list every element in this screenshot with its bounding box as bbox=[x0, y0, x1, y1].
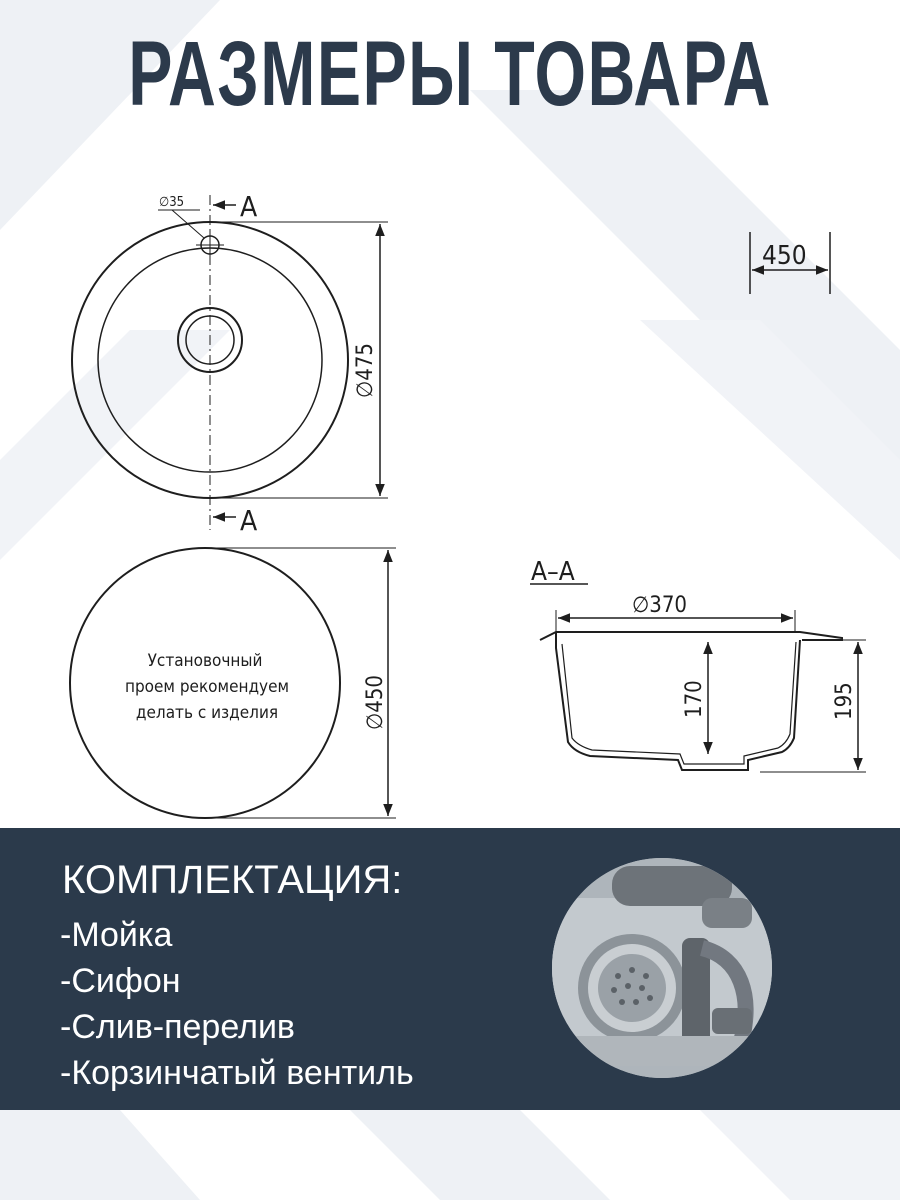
section-marker-top: A bbox=[240, 190, 258, 223]
cutout-diameter-label: ∅450 bbox=[363, 674, 388, 730]
outer-diameter-label: ∅475 bbox=[353, 342, 378, 398]
kit-item: -Корзинчатый вентиль bbox=[60, 1054, 414, 1092]
hole-dim-label: ∅35 bbox=[159, 195, 185, 210]
cutout-note-line-2: проем рекомендуем bbox=[124, 677, 290, 697]
section-label: А–А bbox=[531, 557, 575, 587]
bowl-width-label: 450 bbox=[762, 241, 807, 271]
siphon-kit-photo bbox=[552, 858, 772, 1078]
kit-item: -Сифон bbox=[60, 962, 181, 1000]
cutout-note-line-3: делать с изделия bbox=[135, 703, 279, 723]
kit-item: -Слив-перелив bbox=[60, 1008, 295, 1046]
page-title: РАЗМЕРЫ ТОВАРА bbox=[128, 23, 772, 125]
kit-list bbox=[60, 912, 414, 1096]
bowl-diameter-label: ∅370 bbox=[632, 593, 688, 618]
kit-heading: КОМПЛЕКТАЦИЯ: bbox=[62, 858, 403, 902]
bowl-depth-label: 170 bbox=[682, 680, 707, 718]
kit-item: -Мойка bbox=[60, 916, 173, 954]
top-view bbox=[72, 195, 388, 530]
total-depth-label: 195 bbox=[832, 682, 857, 720]
section-marker-bottom: A bbox=[240, 504, 258, 537]
cutout-note-line-1: Установочный bbox=[147, 651, 263, 671]
